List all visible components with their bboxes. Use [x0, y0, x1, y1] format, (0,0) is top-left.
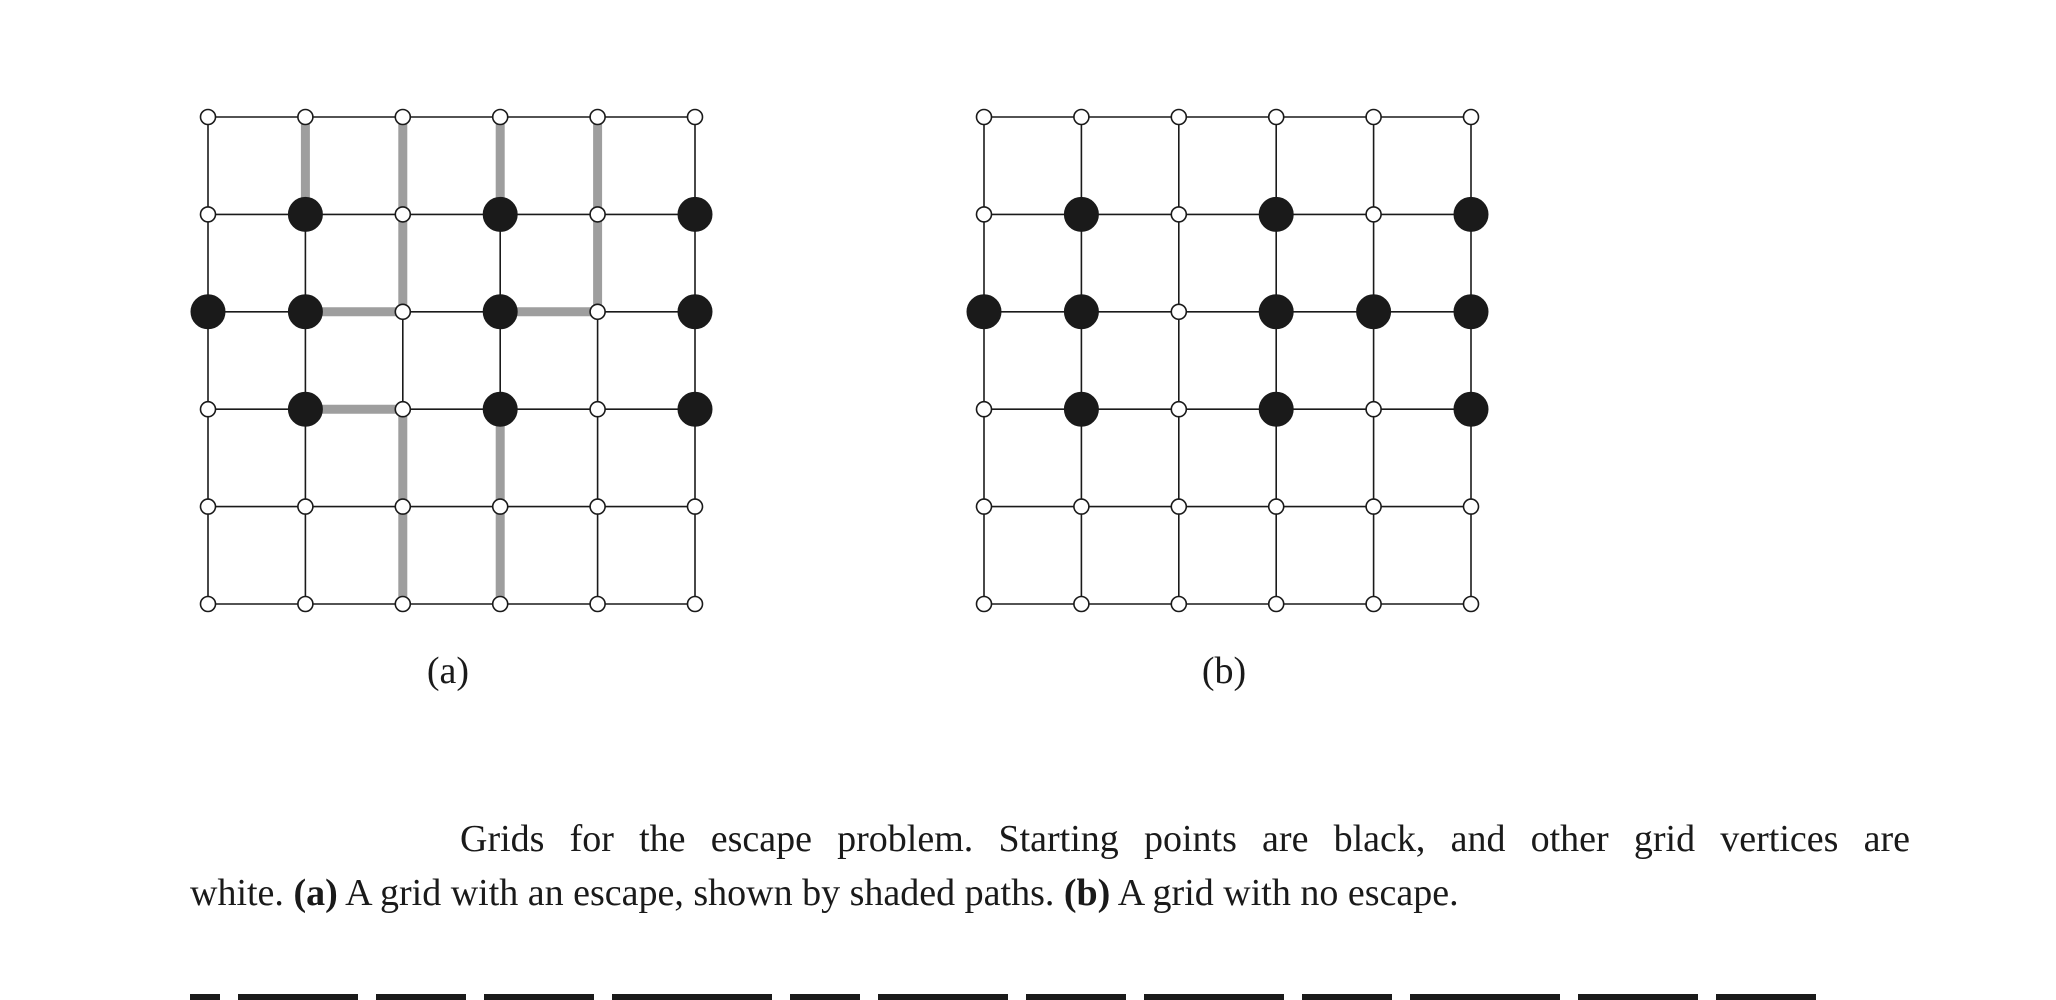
grid-vertex: [1171, 110, 1186, 125]
starting-point-vertex: [1064, 295, 1098, 329]
grid-vertex: [201, 110, 216, 125]
grid-vertex: [201, 207, 216, 222]
grid-vertex: [1464, 597, 1479, 612]
grid-vertex: [688, 110, 703, 125]
grid-vertex: [977, 597, 992, 612]
grid-vertex: [1366, 110, 1381, 125]
starting-point-vertex: [1259, 392, 1293, 426]
grid-vertex: [395, 499, 410, 514]
grid-vertex: [977, 207, 992, 222]
grid-vertex: [977, 499, 992, 514]
figure-caption: [190, 812, 1910, 920]
grid-vertex: [1269, 597, 1284, 612]
starting-point-vertex: [678, 197, 712, 231]
grid-vertex: [590, 207, 605, 222]
grid-vertex: [1366, 402, 1381, 417]
caption-part-a-text: A grid with an escape, shown by shaded paths.: [337, 872, 1064, 914]
caption-line-2-start: white.: [190, 872, 294, 914]
grid-vertex: [395, 207, 410, 222]
caption-part-a-label: (a): [293, 872, 338, 914]
starting-point-vertex: [678, 295, 712, 329]
starting-point-vertex: [1454, 295, 1488, 329]
grid-vertex: [1074, 499, 1089, 514]
starting-point-vertex: [191, 295, 225, 329]
grid-vertex: [395, 402, 410, 417]
starting-point-vertex: [1259, 197, 1293, 231]
panel-b-grid-without-escape: [967, 110, 1488, 612]
grid-vertex: [1366, 499, 1381, 514]
grid-vertex: [395, 110, 410, 125]
grid-vertex: [1171, 207, 1186, 222]
panel-b-label: (b): [1201, 650, 1247, 692]
grid-vertex: [1074, 597, 1089, 612]
grid-vertex: [1269, 110, 1284, 125]
starting-point-vertex: [483, 197, 517, 231]
panel-a-label: (a): [426, 650, 470, 692]
cut-off-next-paragraph: [190, 990, 1910, 1000]
grid-vertex: [201, 597, 216, 612]
grid-vertex: [493, 597, 508, 612]
grid-vertex: [1464, 110, 1479, 125]
grid-vertex: [688, 597, 703, 612]
starting-point-vertex: [1454, 392, 1488, 426]
caption-line-1: Grids for the escape problem. Starting points are black, and other grid vertices are: [460, 818, 1910, 860]
grid-vertex: [298, 110, 313, 125]
grid-vertex: [395, 597, 410, 612]
grid-vertex: [298, 499, 313, 514]
starting-point-vertex: [1259, 295, 1293, 329]
grid-vertex: [1171, 499, 1186, 514]
grid-vertex: [493, 499, 508, 514]
caption-line-2: [190, 866, 1910, 920]
starting-point-vertex: [967, 295, 1001, 329]
grid-vertex: [1171, 304, 1186, 319]
starting-point-vertex: [1064, 197, 1098, 231]
grid-vertex: [201, 402, 216, 417]
grid-vertex: [395, 304, 410, 319]
grid-vertex: [1269, 499, 1284, 514]
starting-point-vertex: [288, 295, 322, 329]
grid-vertex: [590, 304, 605, 319]
starting-point-vertex: [1064, 392, 1098, 426]
starting-point-vertex: [483, 295, 517, 329]
grid-vertex: [493, 110, 508, 125]
grid-vertex: [688, 499, 703, 514]
grid-vertex: [1074, 110, 1089, 125]
caption-part-b-label: (b): [1063, 872, 1111, 914]
grid-vertex: [201, 499, 216, 514]
grid-vertex: [1171, 402, 1186, 417]
panel-a-grid-with-escape: [191, 110, 712, 612]
starting-point-vertex: [288, 392, 322, 426]
grid-vertex: [1171, 597, 1186, 612]
grid-vertex: [590, 402, 605, 417]
grid-vertex: [977, 402, 992, 417]
grid-vertex: [590, 499, 605, 514]
grid-vertex: [977, 110, 992, 125]
starting-point-vertex: [1357, 295, 1391, 329]
starting-point-vertex: [288, 197, 322, 231]
grid-vertex: [590, 110, 605, 125]
grid-vertex: [1366, 207, 1381, 222]
grid-vertex: [1464, 499, 1479, 514]
starting-point-vertex: [483, 392, 517, 426]
grid-vertex: [298, 597, 313, 612]
grid-vertex: [1366, 597, 1381, 612]
starting-point-vertex: [678, 392, 712, 426]
grid-vertex: [590, 597, 605, 612]
starting-point-vertex: [1454, 197, 1488, 231]
caption-part-b-text: A grid with no escape.: [1110, 872, 1459, 914]
